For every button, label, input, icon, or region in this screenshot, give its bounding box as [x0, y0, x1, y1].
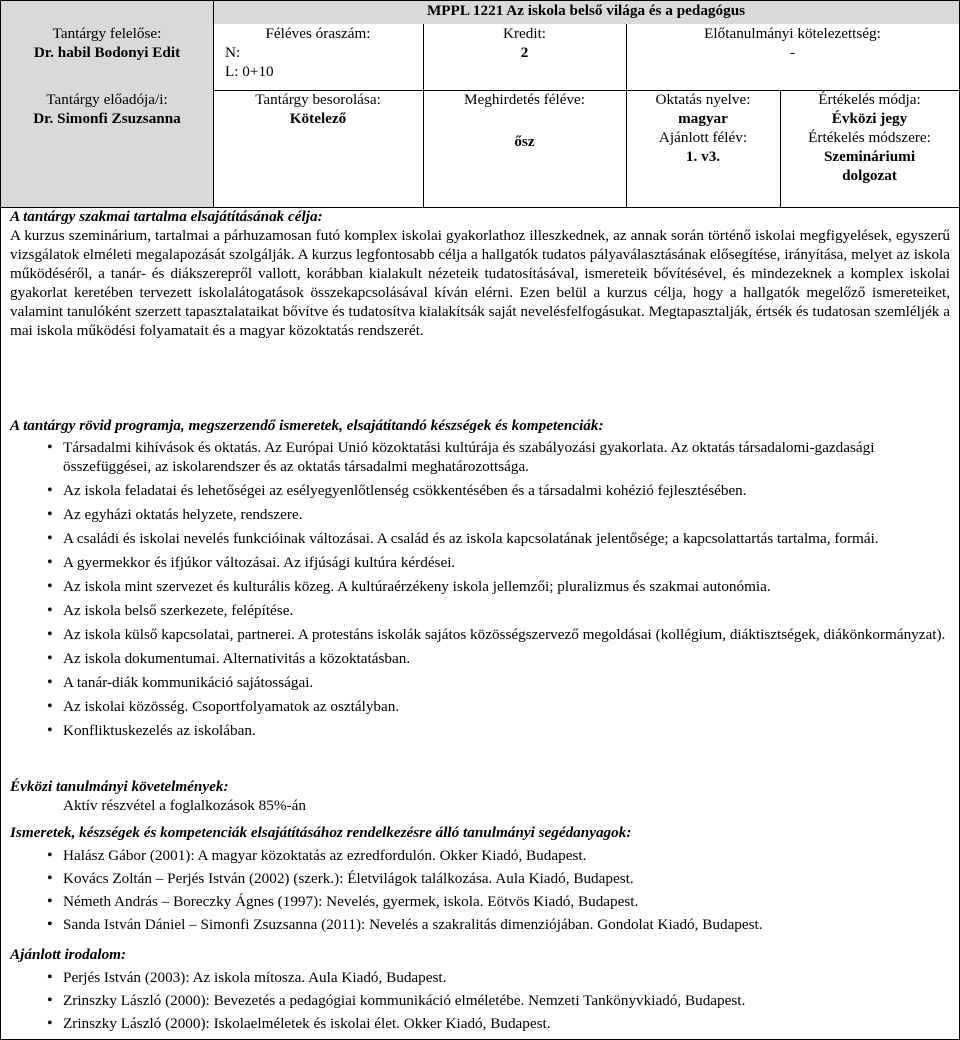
goal-section	[1, 207, 959, 340]
course-title	[213, 1, 959, 24]
materials-list	[10, 846, 950, 934]
language-label: Oktatás nyelve:	[655, 91, 751, 108]
goal-text: A kurzus szeminárium, tartalmai a párhuzamosan futó komplex iskolai gyakorlathoz illeszkednek, az annak során történő iskolai megfigyelések, egyszerű vizsgálatok elméleti megalapozását szolgálják. A kurzus legfontosabb célja a hallgatók tudatos pályaválasztásának elősegítése, irányítása, melyet az iskola működéséről, a tanár- és diákszerepről vallott, korábban kialakult nézeteik tudatosításával, ismereteik bővítésével, és mindezeknek a komplex iskolai gyakorlat keretében tervezett iskolalátogatások összekapcsolásával kíván elérni. Ezen belül a kurzus célja, hogy a hallgatók megelőző ismereteiket, valamint tanulóként szerzett tapasztalataikat bővítve és tudatosítva kialakítsák saját nevelésfelfogásukat. Megtapasztalják, értsék és tudatosan szemléljék a mai iskola működési folyamatait és a magyar közoktatás rendszerét.	[10, 227, 950, 339]
list-item: • A gyermekkor és ifjúkor változásai. Az ifjúsági kultúra kérdései.	[47, 553, 950, 572]
list-item: • Az iskola külső kapcsolatai, partnerei. A protestáns iskolák sajátos közösségszervező megoldásai (kollégium, diáktisztségek, diákönkormányzat).	[47, 625, 950, 644]
credit-cell	[423, 24, 627, 91]
requirements-section	[1, 777, 959, 815]
evalmethod-value: Szemináriumi	[823, 148, 916, 165]
materials-title: Ismeretek, készségek és kompetenciák elsajátításához rendelkezésre álló tanulmányi segédanyagok:	[10, 824, 632, 841]
list-item: • Zrinszky László (2000): Iskolaelméletek és iskolai élet. Okker Kiadó, Budapest.	[47, 1014, 950, 1033]
semester-label: Meghirdetés féléve:	[463, 91, 586, 108]
recommended-value: 1. v3.	[685, 148, 721, 165]
recommended-list	[10, 968, 950, 1033]
credit-value: 2	[520, 44, 529, 61]
responsible-cell	[1, 1, 214, 91]
recommended-title: Ajánlott irodalom:	[10, 946, 127, 963]
recommended-section	[1, 945, 959, 1033]
hours-l: L: 0+10	[225, 63, 274, 80]
list-item: • Sanda István Dániel – Simonfi Zsuzsanna (2011): Nevelés a szakralitás dimenziójában. Gondolat Kiadó, Budapest.	[47, 915, 950, 934]
requirements-text: Aktív részvétel a foglalkozások 85%-án	[63, 797, 306, 814]
evaluation-cell	[780, 90, 959, 208]
list-item: • A családi és iskolai nevelés funkcióinak változásai. A család és az iskola kapcsolatának jelentősége; a kapcsolattartás tartalma, formái.	[47, 529, 950, 548]
course-title-text: MPPL 1221 Az iskola belső világa és a pedagógus	[426, 2, 746, 19]
lecturer-label: Tantárgy előadója/i:	[46, 91, 168, 108]
list-item: • Zrinszky László (2000): Bevezetés a pedagógiai kommunikáció elméletébe. Nemzeti Tankönyvkiadó, Budapest.	[47, 991, 950, 1010]
list-item: • Az iskola dokumentumai. Alternativitás a közoktatásban.	[47, 649, 950, 668]
prereq-label: Előtanulmányi kötelezettség:	[704, 25, 881, 42]
responsible-label: Tantárgy felelőse:	[52, 25, 162, 42]
list-item: • Társadalmi kihívások és oktatás. Az Európai Unió közoktatási kultúrája és szabályozási gyakorlata. Az oktatás társadalomi-gazdasági összefüggései, az iskolarendszer és az oktatás társadalmi meghatározottsága.	[47, 438, 950, 476]
responsible-name: Dr. habil Bodonyi Edit	[33, 44, 181, 61]
eval-value: Évközi jegy	[831, 110, 908, 127]
list-item: • Németh András – Boreczky Ágnes (1997): Nevelés, gyermek, iskola. Eötvös Kiadó, Budapest.	[47, 892, 950, 911]
list-item: • Perjés István (2003): Az iskola mítosza. Aula Kiadó, Budapest.	[47, 968, 950, 987]
lecturer-name: Dr. Simonfi Zsuzsanna	[33, 110, 181, 127]
category-value: Kötelező	[289, 110, 347, 127]
list-item: • Az iskola mint szervezet és kulturális közeg. A kultúraérzékeny iskola jellemzői; pluralizmus és szakmai autonómia.	[47, 577, 950, 596]
evalmethod-value-2: dolgozat	[842, 167, 897, 184]
goal-title: A tantárgy szakmai tartalma elsajátításának célja:	[10, 208, 323, 225]
semester-value: ősz	[514, 133, 535, 150]
list-item: • A tanár-diák kommunikáció sajátosságai.	[47, 673, 950, 692]
list-item: • Halász Gábor (2001): A magyar közoktatás az ezredfordulón. Okker Kiadó, Budapest.	[47, 846, 950, 865]
hours-n: N:	[225, 44, 241, 61]
recommended-label: Ajánlott félév:	[658, 129, 748, 146]
language-cell	[626, 90, 781, 208]
program-list	[10, 438, 950, 740]
lecturer-cell	[1, 90, 214, 208]
requirements-title: Évközi tanulmányi követelmények:	[10, 778, 229, 795]
credit-label: Kredit:	[502, 25, 547, 42]
list-item: • Az egyházi oktatás helyzete, rendszere.	[47, 505, 950, 524]
semester-cell	[423, 90, 627, 208]
list-item: • Az iskolai közösség. Csoportfolyamatok az osztályban.	[47, 697, 950, 716]
prereq-cell	[626, 24, 959, 91]
eval-label: Értékelés módja:	[818, 91, 921, 108]
materials-section	[1, 823, 959, 934]
category-label: Tantárgy besorolása:	[255, 91, 381, 108]
list-item: • Kovács Zoltán – Perjés István (2002) (szerk.): Életvilágok találkozása. Aula Kiadó, Budapest.	[47, 869, 950, 888]
hours-cell	[213, 24, 424, 91]
list-item: • Konfliktuskezelés az iskolában.	[47, 721, 950, 740]
category-cell	[213, 90, 424, 208]
hours-label: Féléves óraszám:	[265, 25, 371, 42]
program-title: A tantárgy rövid programja, megszerzendő ismeretek, elsajátítandó készségek és kompetenciák:	[10, 417, 604, 434]
language-value: magyar	[678, 110, 728, 127]
list-item: • Az iskola belső szerkezete, felépítése.	[47, 601, 950, 620]
prereq-value: -	[789, 44, 796, 61]
list-item: • Az iskola feladatai és lehetőségei az esélyegyenlőtlenség csökkentésében és a társadalmi kohézió fejlesztésében.	[47, 481, 950, 500]
evalmethod-label: Értékelés módszere:	[808, 129, 931, 146]
program-section	[1, 416, 959, 740]
